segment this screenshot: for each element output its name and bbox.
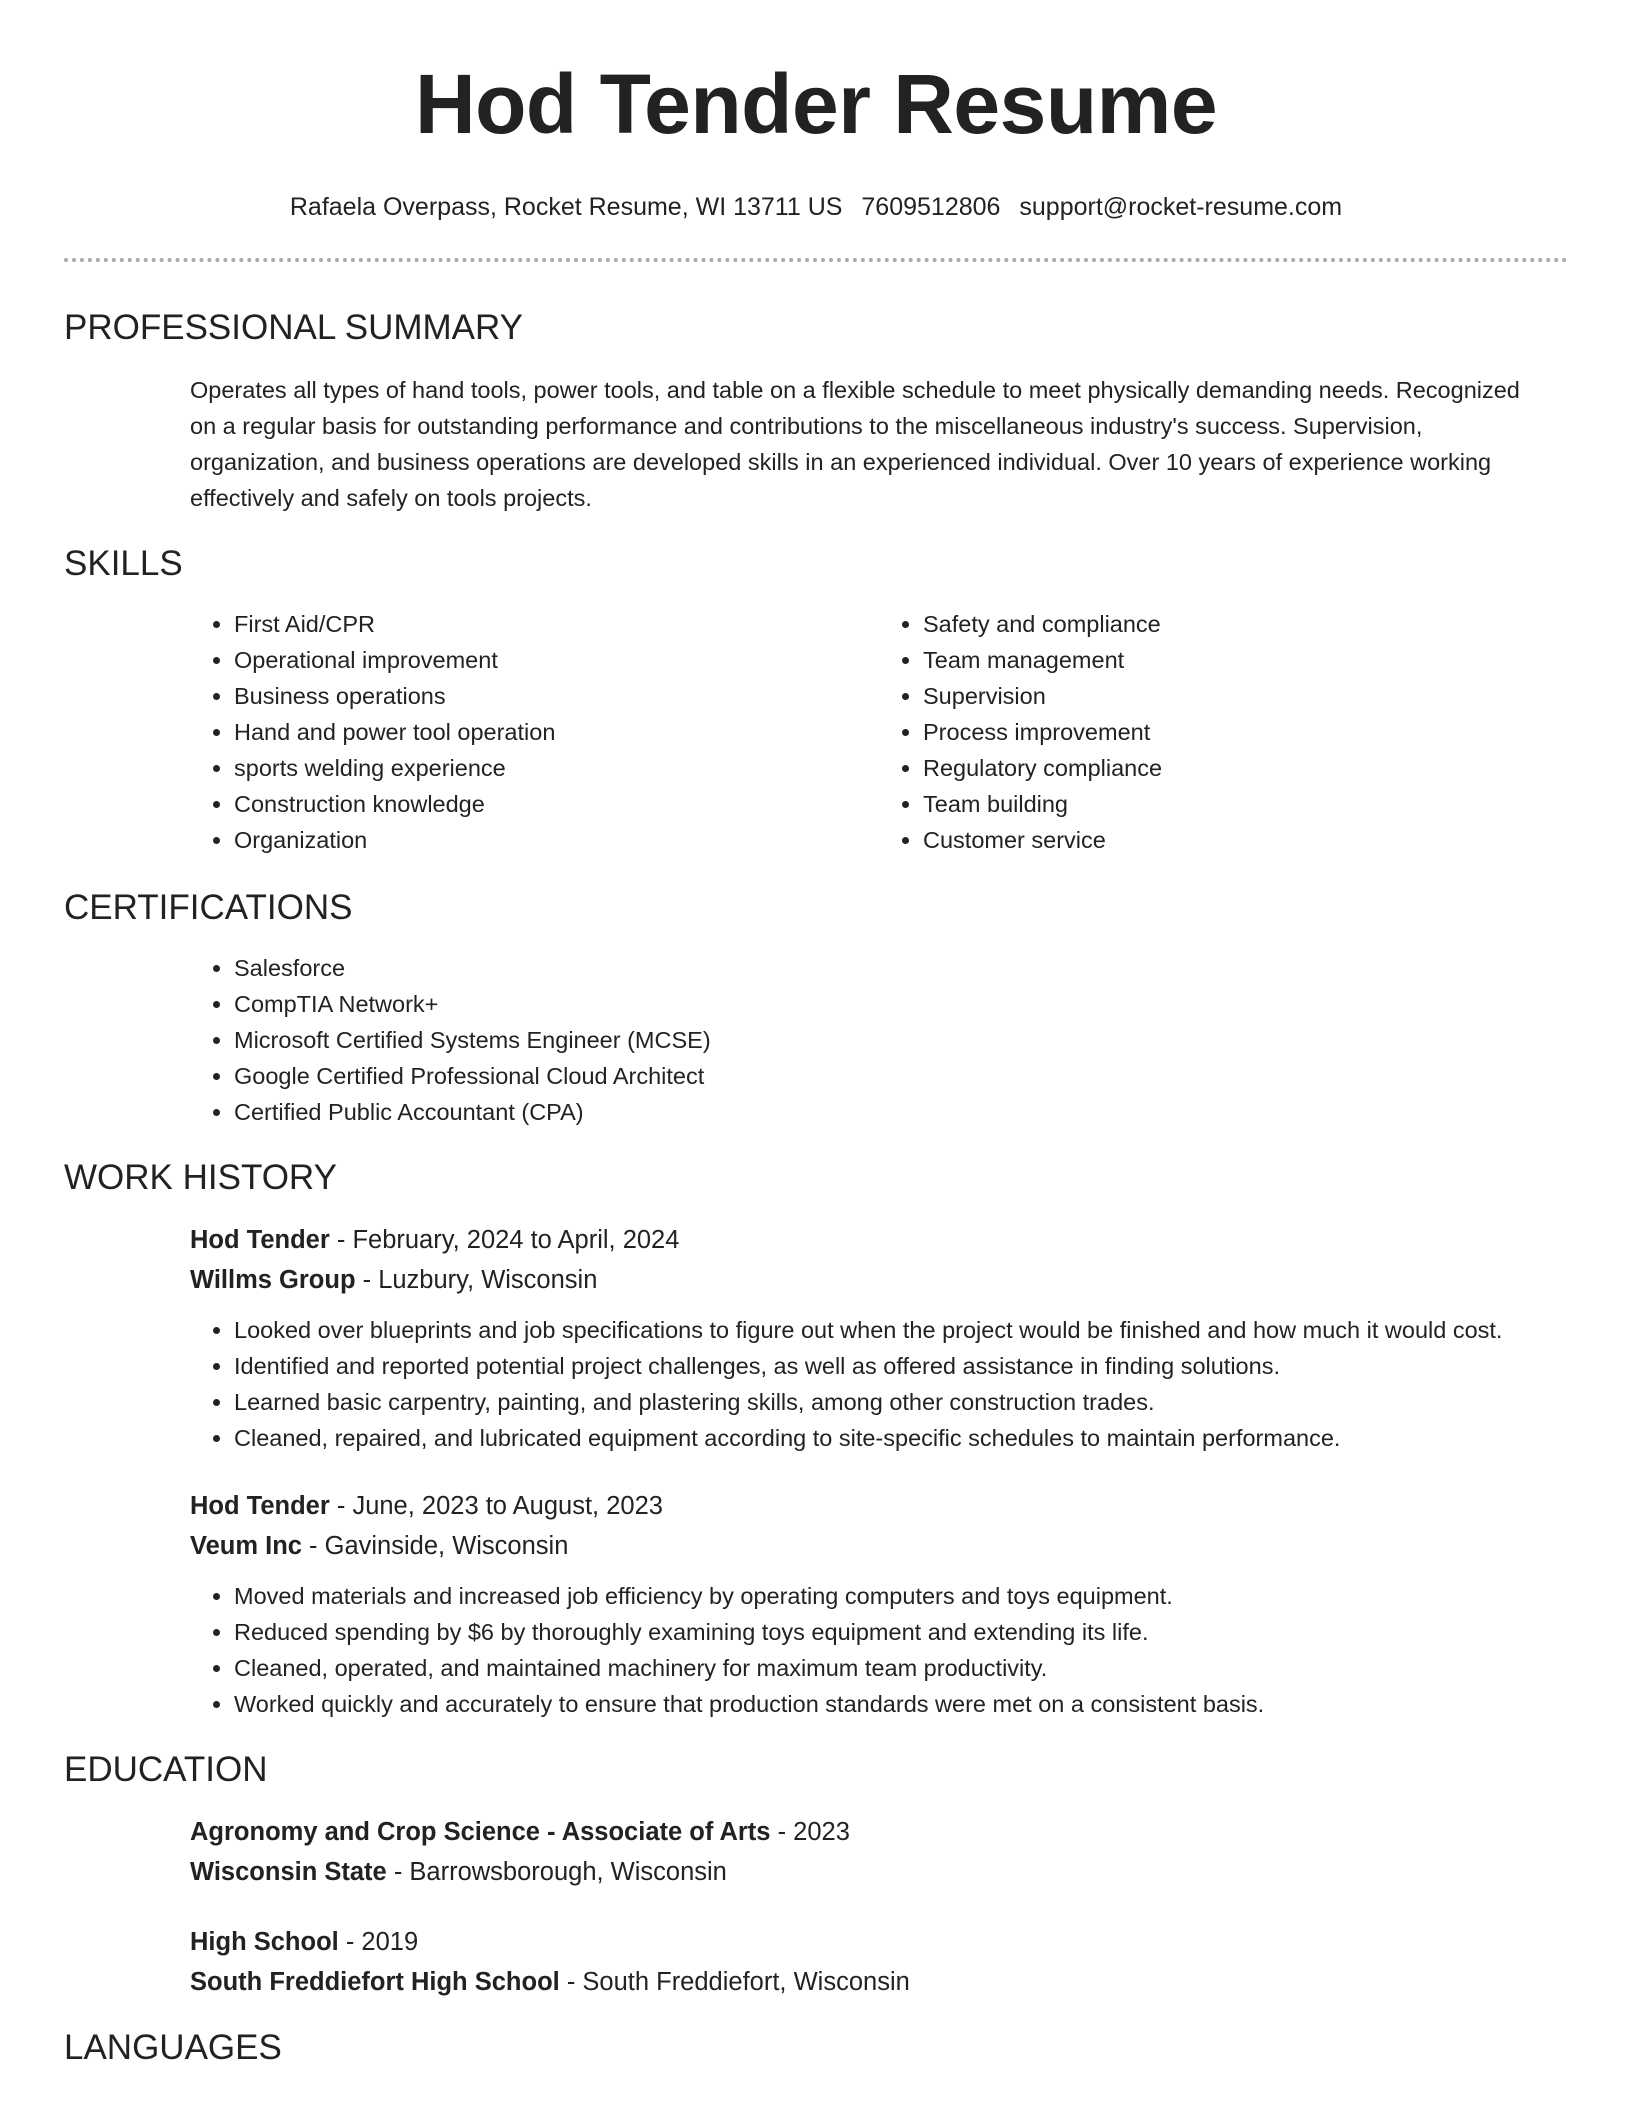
job-bullet: • Moved materials and increased job efficiency by operating computers and toys equipment.: [234, 1578, 1538, 1614]
resume-title: Hod Tender Resume: [414, 57, 1218, 151]
education-degree: High School: [190, 1928, 339, 1956]
contact-phone: 7609512806: [861, 193, 1001, 221]
job-title-line: [190, 1486, 1568, 1526]
job-title-line: [190, 1220, 1568, 1260]
skill-item: • Safety and compliance: [923, 606, 1568, 642]
job-title: Hod Tender: [190, 1492, 330, 1520]
skill-item: • Organization: [234, 822, 879, 858]
contact-email: support@rocket-resume.com: [1019, 193, 1343, 221]
skill-item: • sports welding experience: [234, 750, 879, 786]
education-year: - 2019: [338, 1928, 419, 1956]
job-company: Willms Group: [190, 1266, 356, 1294]
summary-section: [190, 372, 1568, 516]
job-bullet: • Cleaned, operated, and maintained machinery for maximum team productivity.: [234, 1650, 1538, 1686]
certifications-list: [190, 950, 1568, 1130]
education-location: - South Freddiefort, Wisconsin: [559, 1968, 910, 1996]
education-heading: EDUCATION: [64, 1750, 268, 1789]
job-dates: - February, 2024 to April, 2024: [329, 1226, 680, 1254]
education-school-line: [190, 1852, 1568, 1892]
skills-heading: SKILLS: [64, 544, 183, 583]
job-bullet: • Reduced spending by $6 by thoroughly examining toys equipment and extending its life.: [234, 1614, 1538, 1650]
education-degree-line: [190, 1812, 1568, 1852]
job-bullet: • Looked over blueprints and job specifications to figure out when the project would be finished and how much it would cost.: [234, 1312, 1538, 1348]
skill-item: • Hand and power tool operation: [234, 714, 879, 750]
education-school-line: [190, 1962, 1568, 2002]
certification-item: • Certified Public Accountant (CPA): [234, 1094, 1568, 1130]
job-dates: - June, 2023 to August, 2023: [329, 1492, 663, 1520]
certifications-section: [190, 950, 1568, 1130]
education-degree-line: [190, 1922, 1568, 1962]
contact-line: [64, 190, 1568, 224]
skills-column-left: [190, 606, 879, 858]
certification-item: • CompTIA Network+: [234, 986, 1568, 1022]
job-title: Hod Tender: [190, 1226, 330, 1254]
job-entry: [190, 1486, 1568, 1722]
work-history-heading: WORK HISTORY: [64, 1158, 337, 1197]
education-location: - Barrowsborough, Wisconsin: [386, 1858, 727, 1886]
certification-item: • Google Certified Professional Cloud Architect: [234, 1058, 1568, 1094]
education-school: Wisconsin State: [190, 1858, 387, 1886]
certifications-heading: CERTIFICATIONS: [64, 888, 353, 927]
certification-item: • Microsoft Certified Systems Engineer (MCSE): [234, 1022, 1568, 1058]
job-location: - Luzbury, Wisconsin: [355, 1266, 598, 1294]
education-degree: Agronomy and Crop Science - Associate of Arts: [190, 1818, 771, 1846]
job-location: - Gavinside, Wisconsin: [301, 1532, 569, 1560]
skill-item: • Operational improvement: [234, 642, 879, 678]
skill-item: • Customer service: [923, 822, 1568, 858]
education-entry: [190, 1812, 1568, 1892]
job-bullet: • Cleaned, repaired, and lubricated equipment according to site-specific schedules to maintain performance.: [234, 1420, 1538, 1456]
languages-heading: LANGUAGES: [64, 2028, 282, 2067]
education-entry: [190, 1922, 1568, 2002]
job-bullets: [190, 1578, 1568, 1722]
job-entry: [190, 1220, 1568, 1456]
job-company-line: [190, 1526, 1568, 1566]
education-year: - 2023: [770, 1818, 850, 1846]
resume-page: [64, 0, 1568, 2070]
job-bullet: • Worked quickly and accurately to ensure that production standards were met on a consistent basis.: [234, 1686, 1538, 1722]
contact-address: Rafaela Overpass, Rocket Resume, WI 13711 US: [289, 193, 843, 221]
skills-list: [190, 606, 1568, 858]
header-divider: [64, 258, 1568, 262]
skill-item: • Team management: [923, 642, 1568, 678]
summary-text: Operates all types of hand tools, power tools, and table on a flexible schedule to meet physically demanding needs. Recognized on a regular basis for outstanding performance and contributions to the miscellaneous industry's success. Supervision, organization, and business operations are developed skills in an experienced individual. Over 10 years of experience working effectively and safely on tools projects.: [190, 377, 1520, 511]
summary-heading: PROFESSIONAL SUMMARY: [64, 308, 523, 347]
skill-item: • Supervision: [923, 678, 1568, 714]
skill-item: • First Aid/CPR: [234, 606, 879, 642]
job-bullets: [190, 1312, 1568, 1456]
skill-item: • Business operations: [234, 678, 879, 714]
skill-item: • Construction knowledge: [234, 786, 879, 822]
skill-item: • Team building: [923, 786, 1568, 822]
job-company-line: [190, 1260, 1568, 1300]
job-company: Veum Inc: [190, 1532, 302, 1560]
job-bullet: • Learned basic carpentry, painting, and plastering skills, among other construction trades.: [234, 1384, 1538, 1420]
education-school: South Freddiefort High School: [190, 1968, 560, 1996]
skill-item: • Process improvement: [923, 714, 1568, 750]
job-bullet: • Identified and reported potential project challenges, as well as offered assistance in finding solutions.: [234, 1348, 1538, 1384]
skills-column-right: [879, 606, 1568, 858]
skill-item: • Regulatory compliance: [923, 750, 1568, 786]
certification-item: • Salesforce: [234, 950, 1568, 986]
